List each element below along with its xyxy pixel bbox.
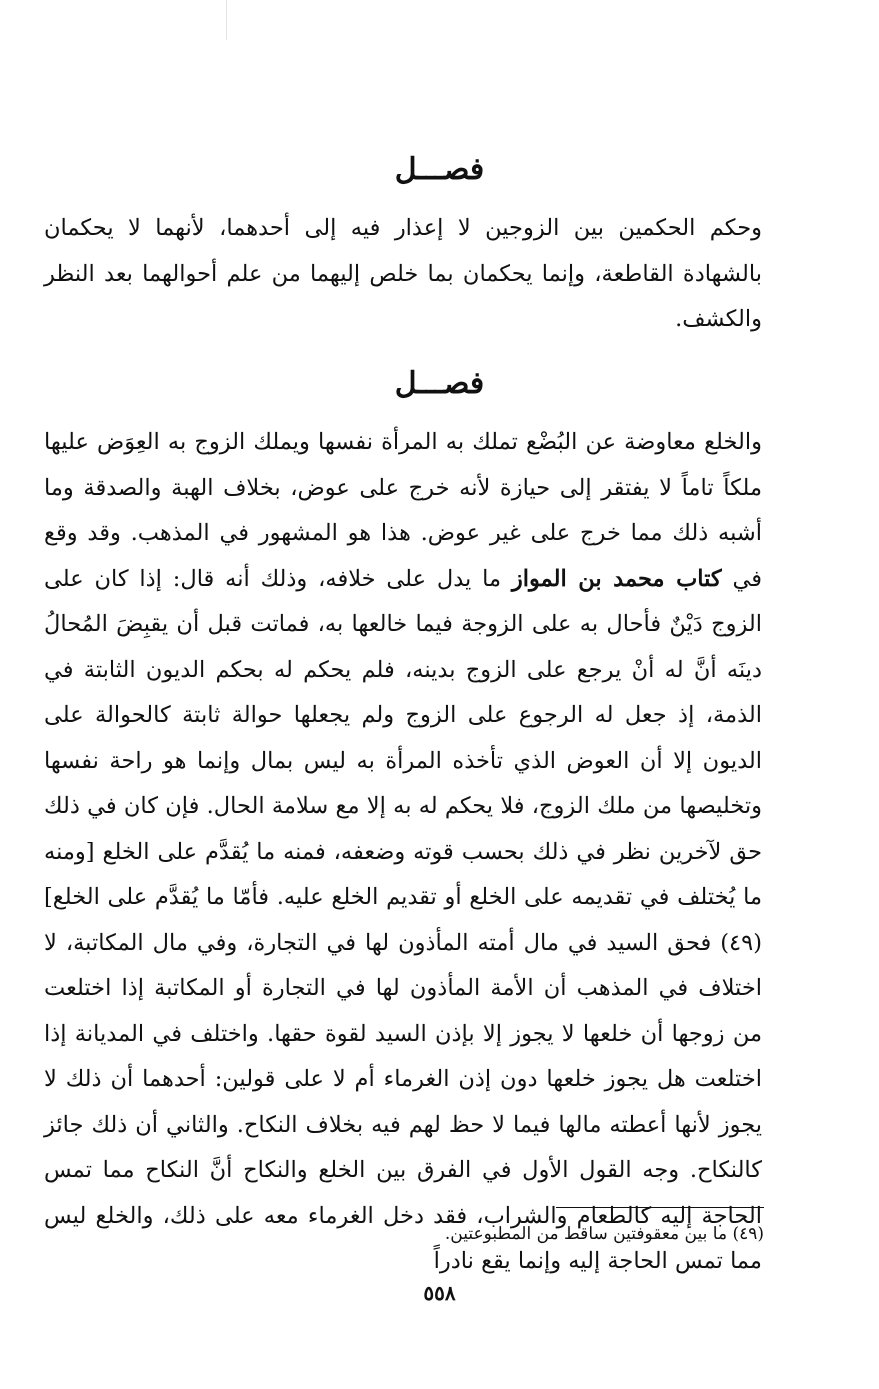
margin-rule bbox=[226, 0, 227, 40]
paragraph-1: وحكم الحكمين بين الزوجين لا إعذار فيه إلى أحدهما، لأنهما لا يحكمان بالشهادة القاطعة، وإنما يحكمان بما خلص إليهما من علم أحوالهما بعد النظر والكشف. bbox=[44, 215, 762, 332]
section-heading-2: فصـــل bbox=[394, 366, 485, 401]
book-reference: كتاب محمد بن المواز bbox=[511, 565, 722, 592]
section-heading-1: فصـــل bbox=[394, 152, 485, 187]
paragraph-2-text-a: والخلع معاوضة عن البُضْع تملك به المرأة نفسها ويملك الزوج به العِوَض عليها ملكاً تاماً لا يفتقر إلى حيازة لأنه خرج على عوض، بخلاف الهبة والصدقة وما أشبه ذلك مما خرج على غير عوض. هذا هو المشهور في المذهب. وقد وقع في bbox=[44, 429, 762, 592]
page-number: ٥٥٨ bbox=[423, 1281, 456, 1305]
footnote-divider bbox=[556, 1207, 764, 1208]
footnote: (٤٩) ما بين معقوفتين ساقط من المطبوعتين. bbox=[444, 1224, 764, 1244]
paragraph-2-text-b: ما يدل على خلافه، وذلك أنه قال: إذا كان على الزوج دَيْنٌ فأحال به على الزوجة فيما خالعها به، فماتت قبل أن يقبِضَ المُحالُ دينَه أنَّ له أنْ يرجع على الزوج بدينه، فلم يحكم له بحكم الديون الثابتة في الذمة، إذ جعل له الرجوع على الزوج ولم يجعلها حوالة ثابتة كالحوالة على الديون إلا أن العوض الذي تأخذه المرأة به ليس بمال وإنما هو راحة نفسها وتخليصها من ملك الزوج، فلا يحكم له به إلا مع سلامة الحال. فإن كان في ذلك حق لآخرين نظر في ذلك بحسب قوته وضعفه، فمنه ما يُقدَّم على الخلع [ومنه ما يُختلف في تقديمه على الخلع أو تقديم الخلع عليه. فأمّا ما يُقدَّم على الخلع](٤٩) فحق السيد في مال أمته المأذون لها في التجارة، وفي مال المكاتبة، لا اختلاف في المذهب أن الأمة المأذون لها في التجارة أو المكاتبة إذا اختلعت من زوجها أن خلعها لا يجوز إلا بإذن السيد لقوة حقها. واختلف في المديانة إذا اختلعت هل يجوز خلعها دون إذن الغرماء أم لا على قولين: أحدهما أن ذلك لا يجوز لأنها أعطته مالها فيما لا حظ لهم فيه بخلاف النكاح. والثاني أن ذلك جائز كالنكاح. وجه القول الأول في الفرق بين الخلع والنكاح أنَّ النكاح مما تمس الحاجة إليه كالطعام والشراب، فقد دخل الغرماء معه على ذلك، والخلع ليس مما تمس الحاجة إليه وإنما يقع نادراً bbox=[44, 565, 762, 1274]
